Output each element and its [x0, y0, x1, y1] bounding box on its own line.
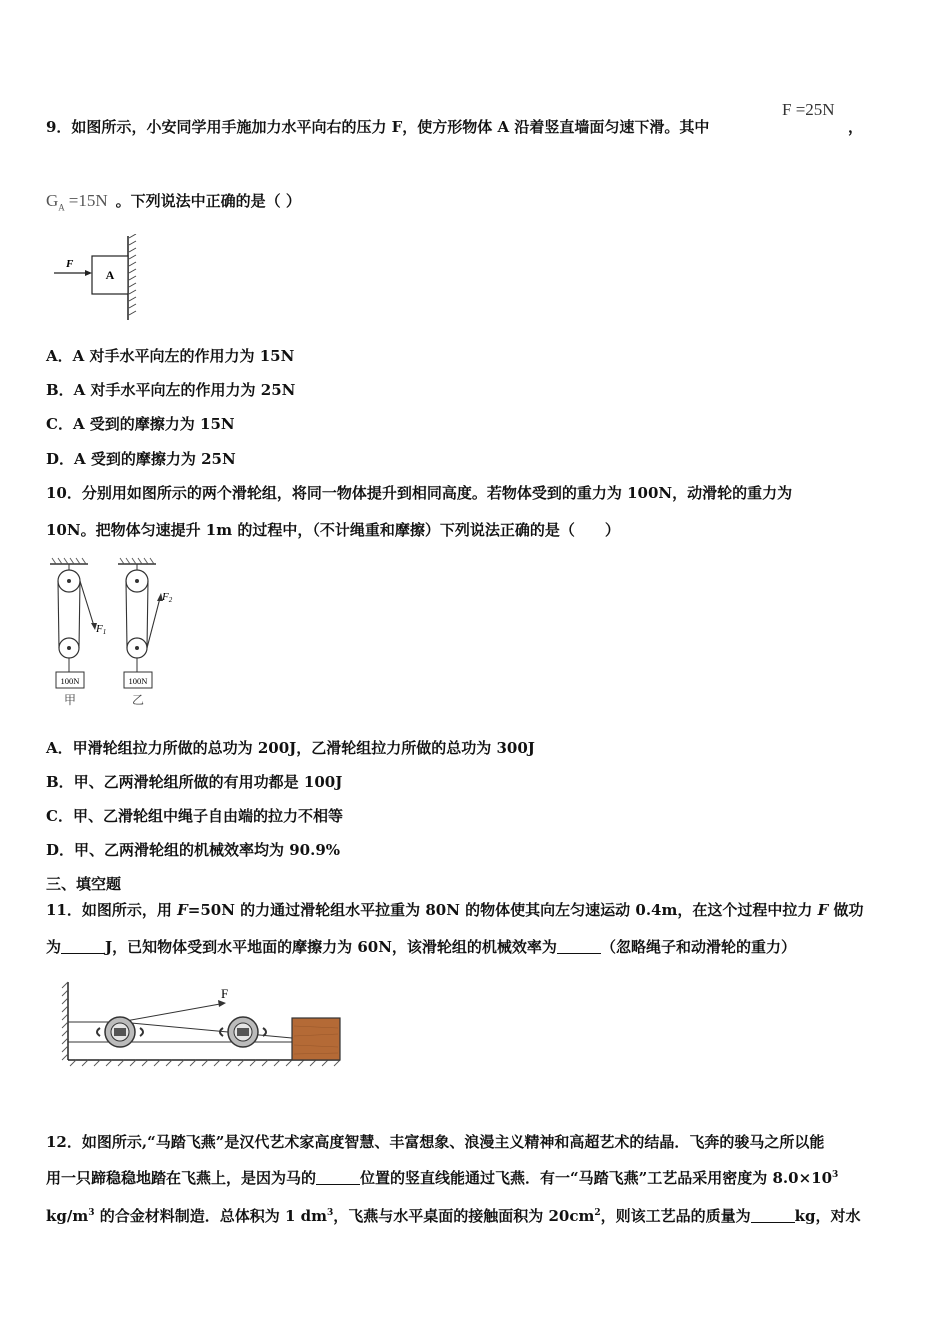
- q10-option-c: C．甲、乙滑轮组中绳子自由端的拉力不相等: [46, 807, 343, 825]
- q10-weight-right: 100N: [128, 676, 148, 686]
- q9-block-label: A: [105, 268, 115, 282]
- q9-line-2: [46, 190, 301, 212]
- q12-blank-2[interactable]: [751, 1208, 795, 1223]
- q11-line-2: 为 J，已知物体受到水平地面的摩擦力为 60N，该滑轮组的机械效率为 （忽略绳子和动滑轮的重力）: [46, 938, 796, 956]
- q9-formula-g: $G_A =15N$: [46, 191, 108, 213]
- q10-line-1: 10．分别用如图所示的两个滑轮组，将同一物体提升到相同高度。若物体受到的重力为 100N，动滑轮的重力为: [46, 484, 793, 502]
- q9-option-b: B．A 对手水平向左的作用力为 25N: [46, 381, 296, 399]
- q10-label-left: 甲: [63, 693, 77, 707]
- q10-f2-label: F2: [162, 591, 173, 604]
- q10-weight-left: 100N: [60, 676, 80, 686]
- q12-line-3: $kg/m^3$ 的合金材料制造．总体积为 1 $dm^3$，飞燕与水平桌面的接触面积为 $20cm^2$，则该工艺品的质量为 kg，对水: [46, 1207, 861, 1225]
- q10-option-d: D．甲、乙两滑轮组的机械效率均为 90.9%: [46, 841, 341, 859]
- q11-blank-2[interactable]: [557, 939, 601, 954]
- q12-line-2: 用一只蹄稳稳地踏在飞燕上，是因为马的 位置的竖直线能通过飞燕．有一“马踏飞燕”工艺品采用密度为 $8.0\times 10^3$: [46, 1169, 839, 1187]
- q9-text-1: 9．如图所示，小安同学用手施加力水平向右的压力 F，使方形物体 A 沿着竖直墙面匀速下滑。其中: [46, 118, 710, 136]
- q11-figure: [60, 978, 350, 1070]
- q10-label-right: 乙: [131, 693, 145, 707]
- q9-option-c: C．A 受到的摩擦力为 15N: [46, 415, 235, 433]
- q10-line-2: 10N。把物体匀速提升 1m 的过程中，（不计绳重和摩擦）下列说法正确的是（ ）: [46, 521, 620, 539]
- q9-line-1: [46, 116, 709, 137]
- q9-option-a: A．A 对手水平向左的作用力为 15N: [46, 347, 295, 365]
- q9-comma: ，: [848, 118, 864, 136]
- q10-f1-label: F1: [96, 623, 107, 636]
- q12-line-1: 12．如图所示,“马踏飞燕”是汉代艺术家高度智慧、丰富想象、浪漫主义精神和高超艺术的结晶．飞奔的骏马之所以能: [46, 1133, 825, 1151]
- q10-option-a: A．甲滑轮组拉力所做的总功为 200J，乙滑轮组拉力所做的总功为 300J: [46, 739, 535, 757]
- q10-figure: [44, 556, 194, 712]
- q9-figure: [50, 234, 150, 324]
- section-title: 三、填空题: [46, 875, 122, 893]
- q9-formula-f: F =25N: [782, 100, 835, 119]
- q9-text-2: 。下列说法中正确的是（ ）: [115, 192, 301, 210]
- q9-option-d: D．A 受到的摩擦力为 25N: [46, 450, 236, 468]
- q11-force-label: F: [221, 986, 229, 1001]
- q11-line-1: 11．如图所示，用 F=50N 的力通过滑轮组水平拉重为 80N 的物体使其向左匀速运动 0.4m，在这个过程中拉力 F 做功: [46, 901, 864, 919]
- q9-force-label: F: [66, 258, 74, 270]
- q10-option-b: B．甲、乙两滑轮组所做的有用功都是 100J: [46, 773, 343, 791]
- q12-blank-1[interactable]: [316, 1170, 360, 1185]
- q11-blank-1[interactable]: [61, 939, 105, 954]
